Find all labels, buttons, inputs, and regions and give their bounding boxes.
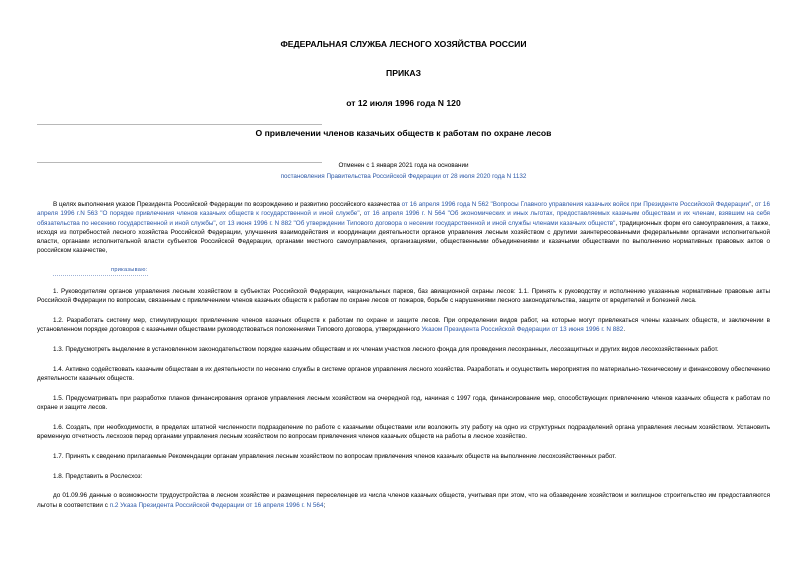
repeal-notice-link[interactable]: постановления Правительства Российской Федерации от 28 июля 2020 года N 1132	[280, 173, 527, 180]
paragraph-1-8: 1.8. Представить в Рослесхоз:	[53, 472, 143, 480]
document-type: ПРИКАЗ	[386, 68, 421, 78]
preamble-sep-3: ,	[215, 219, 220, 227]
repeal-notice	[37, 160, 770, 182]
repeal-notice-text: Отменен с 1 января 2021 года на основании	[338, 162, 469, 169]
paragraph-1-2-text: 1.2. Разработать систему мер, стимулирующих привлечение членов казачьих обществ к работам по охране и защите лесов. При определении видов работ, на которые могут привлекаться члены казачьих обществ, и заключении в установленном порядке договоров с казачьими обществами руководствоваться положениями Типового договора, утвержденного	[37, 316, 770, 333]
preamble-text-1: В целях выполнения указов Президента Российской Федерации по возрождению и развитию российского казачества	[53, 201, 402, 208]
paragraph-1-1: 1. Руководителям органов управления лесным хозяйством в субъектах Российской Федерации, национальных парков, баз авиационной охраны лесов: 1.1. Принять к руководству и исполнению указанные нормативные правовые акты Российской Федерации по вопросам, связанным с привлечением членов казачьих обществ к работам по охране лесов от пожаров, борьбе с нарушениями лесного законодательства, защите от вредителей и болезней леса.	[37, 287, 770, 304]
paragraph-1-4: 1.4. Активно содействовать казачьим обществам в их деятельности по несению службы в системе органов управления лесного хозяйства. Разработать и осуществить мероприятия по материально-техническому и финансовому обеспечению деятельности казачьих обществ.	[37, 365, 770, 382]
preamble-text-2: , традиционных форм его самоуправления, а также, исходя из потребностей лесного хозяйства Российской Федерации, улучшения взаимодействия и координации деятельности органов управления лесным хозяйством с другими заинтересованными федеральными органами исполнительной власти, органами исполнительной власти субъектов Российской Федерации, органами местного самоуправления, организациями, общественными объединениями и казачьими обществами по выполнению нормативных правовых актов о российском казачестве,	[37, 219, 770, 255]
agency-name: ФЕДЕРАЛЬНАЯ СЛУЖБА ЛЕСНОГО ХОЗЯЙСТВА РОССИИ	[280, 39, 527, 49]
decree-882-link[interactable]: от 13 июня 1996 г. N 882 "Об утверждении Типового договора о несении государственной и иной службы членами казачьих обществ"	[219, 219, 616, 227]
document-date-number: от 12 июля 1996 года N 120	[346, 98, 461, 108]
paragraph-1-8-sub-end: ;	[323, 501, 326, 509]
paragraph-1-7: 1.7. Принять к сведению прилагаемые Рекомендации органам управления лесным хозяйством по вопросам привлечения членов казачьих обществ на выполнение лесохозяйственных работ.	[53, 452, 617, 460]
paragraph-1-3: 1.3. Предусмотреть выделение в установленном законодательством порядке казачьим обществам и их членам участков лесного фонда для проведения лесохранных, лесозащитных и других видов лесохозяйственных работ.	[53, 345, 719, 353]
paragraph-1-2	[37, 316, 770, 335]
decree-564-link[interactable]: от 16 апреля 1996 г. N 564 "Об экономических и иных льготах, предоставляемых казачьим обществам и их членам, взявшим на себя обязательства по несению государственной и иной службы"	[37, 210, 770, 227]
decree-564-p2-link[interactable]: п.2 Указа Президента Российской Федерации от 16 апреля 1996 г. N 564	[109, 501, 324, 509]
preamble-sep-1: ,	[751, 201, 755, 208]
preamble-paragraph	[37, 200, 770, 256]
decree-563-link[interactable]: от 16 апреля 1996 г.N 563 "О порядке привлечения членов казачьих обществ к государственной и иной службе"	[37, 201, 770, 218]
paragraph-1-8-sub-text: до 01.09.96 данные о возможности трудоустройства в лесном хозяйстве и размещения переселенцев из числа членов казачьих обществ, учитывая при этом, что на обзаведение хозяйством и жилищное строительство им предоставляются льготы в соответствии с	[37, 492, 770, 509]
decree-882-ref-link[interactable]: Указом Президента Российской Федерации от 13 июня 1996 г. N 882	[421, 325, 624, 333]
document-title: О привлечении членов казачьих обществ к работам по охране лесов	[255, 128, 552, 138]
paragraph-1-6: 1.6. Создать, при необходимости, в пределах штатной численности подразделение по работе с казачьими обществами или возложить эту работу на одно из структурных подразделений органа управления лесным хозяйством. Установить временную отчетность лесхозов перед органами управления лесным хозяйством по вопросам привлечения членов казачьих обществ на работы в лесное хозяйство.	[37, 423, 770, 441]
paragraph-1-5: 1.5. Предусматривать при разработке планов финансирования органов управления лесным хозяйством на очередной год, начиная с 1997 года, финансирование мер, способствующих привлечению членов казачьих обществ к работам по охране и защите лесов.	[37, 394, 770, 411]
notice-divider-top	[37, 124, 322, 125]
document-body	[37, 200, 770, 510]
prikazyvayu-label[interactable]: приказываю:	[53, 266, 148, 276]
notice-divider-bottom	[37, 162, 322, 163]
paragraph-1-8-sub	[37, 491, 770, 510]
decree-562-link[interactable]: от 16 апреля 1996 года N 562 "Вопросы Главного управления казачьих войск при Президенте Российской Федерации"	[401, 201, 752, 208]
paragraph-1-2-end: .	[623, 325, 626, 333]
preamble-sep-2: ,	[359, 210, 364, 218]
